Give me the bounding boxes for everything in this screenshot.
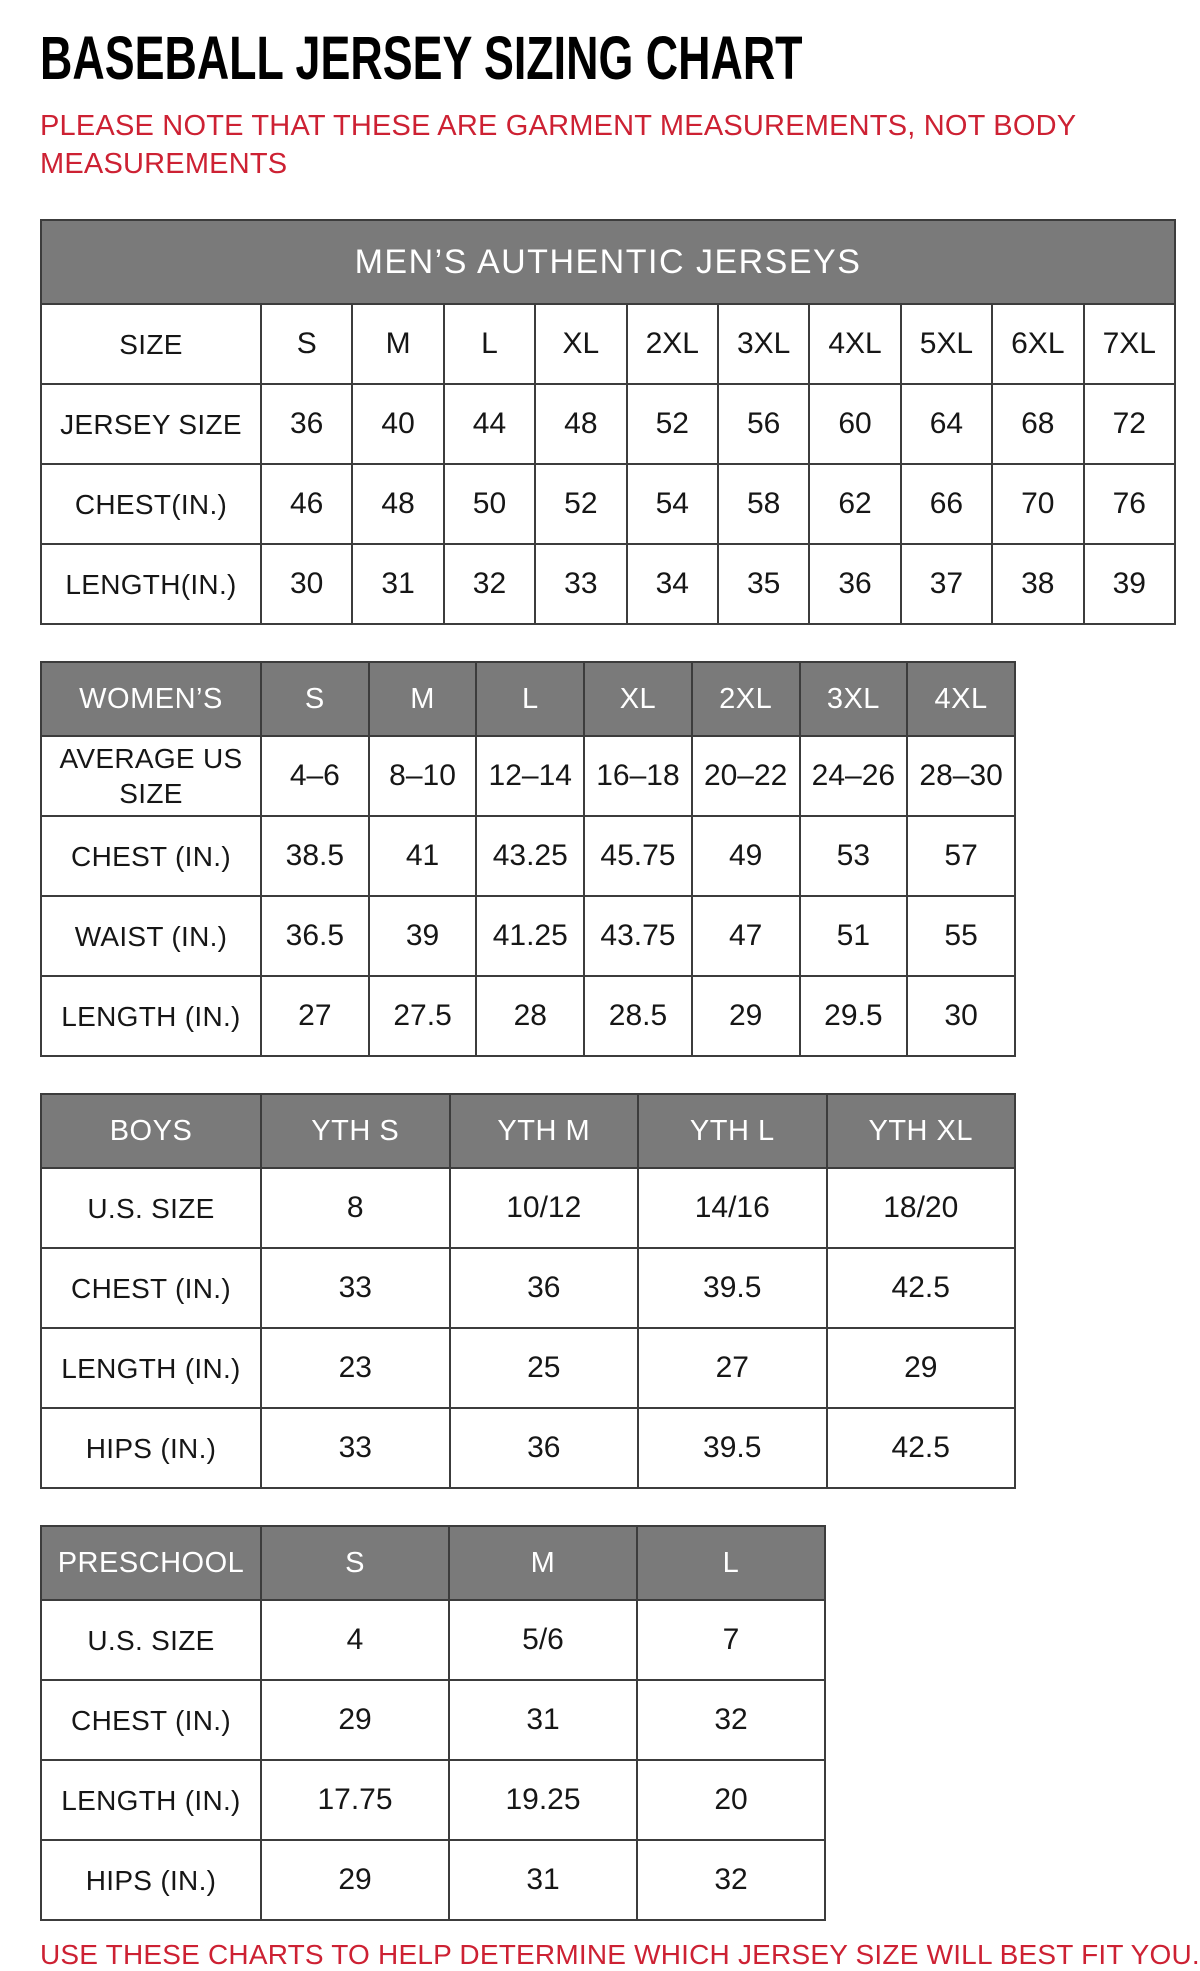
head-cell: XL: [584, 662, 692, 736]
value-cell: 47: [692, 896, 800, 976]
value-cell: L: [444, 304, 535, 384]
value-cell: 76: [1084, 464, 1175, 544]
head-cell: M: [449, 1526, 637, 1600]
table-row: [41, 304, 1175, 384]
label-cell: HIPS (IN.): [41, 1408, 261, 1488]
value-cell: 41: [369, 816, 477, 896]
head-cell: BOYS: [41, 1094, 261, 1168]
preschool-sizing-table: [40, 1525, 826, 1921]
value-cell: 52: [627, 384, 718, 464]
value-cell: 39: [369, 896, 477, 976]
value-cell: 57: [907, 816, 1015, 896]
value-cell: 45.75: [584, 816, 692, 896]
table-row: [41, 1248, 1015, 1328]
header-row: [41, 1094, 1015, 1168]
title-wrap: [40, 22, 1160, 98]
value-cell: 27: [261, 976, 369, 1056]
table-row: [41, 1600, 825, 1680]
value-cell: 42.5: [827, 1248, 1016, 1328]
value-cell: 41.25: [476, 896, 584, 976]
table-row: [41, 1840, 825, 1920]
value-cell: 4XL: [809, 304, 900, 384]
value-cell: 34: [627, 544, 718, 624]
value-cell: 12–14: [476, 736, 584, 816]
value-cell: 17.75: [261, 1760, 449, 1840]
value-cell: 35: [718, 544, 809, 624]
value-cell: 27: [638, 1328, 827, 1408]
value-cell: 64: [901, 384, 992, 464]
label-cell: LENGTH (IN.): [41, 976, 261, 1056]
head-cell: 3XL: [800, 662, 908, 736]
value-cell: 31: [449, 1840, 637, 1920]
head-cell: WOMEN’S: [41, 662, 261, 736]
value-cell: 40: [352, 384, 443, 464]
table-row: [41, 976, 1015, 1056]
head-cell: S: [261, 1526, 449, 1600]
value-cell: 32: [444, 544, 535, 624]
value-cell: 39.5: [638, 1248, 827, 1328]
header-row: [41, 1526, 825, 1600]
value-cell: 33: [535, 544, 626, 624]
value-cell: 18/20: [827, 1168, 1016, 1248]
value-cell: 36: [450, 1248, 639, 1328]
value-cell: 33: [261, 1248, 450, 1328]
value-cell: 72: [1084, 384, 1175, 464]
value-cell: 55: [907, 896, 1015, 976]
value-cell: 4: [261, 1600, 449, 1680]
value-cell: 32: [637, 1840, 825, 1920]
value-cell: 30: [907, 976, 1015, 1056]
value-cell: 44: [444, 384, 535, 464]
value-cell: 24–26: [800, 736, 908, 816]
value-cell: 20–22: [692, 736, 800, 816]
value-cell: 6XL: [992, 304, 1083, 384]
value-cell: 43.75: [584, 896, 692, 976]
table-row: [41, 464, 1175, 544]
value-cell: 29: [261, 1680, 449, 1760]
value-cell: 14/16: [638, 1168, 827, 1248]
label-cell: CHEST(IN.): [41, 464, 261, 544]
value-cell: 5XL: [901, 304, 992, 384]
label-cell: U.S. SIZE: [41, 1600, 261, 1680]
value-cell: 60: [809, 384, 900, 464]
value-cell: 49: [692, 816, 800, 896]
value-cell: 36.5: [261, 896, 369, 976]
value-cell: 4–6: [261, 736, 369, 816]
value-cell: XL: [535, 304, 626, 384]
banner-row: [41, 220, 1175, 304]
value-cell: 54: [627, 464, 718, 544]
label-cell: LENGTH (IN.): [41, 1760, 261, 1840]
label-cell: CHEST (IN.): [41, 816, 261, 896]
label-cell: U.S. SIZE: [41, 1168, 261, 1248]
value-cell: S: [261, 304, 352, 384]
value-cell: 50: [444, 464, 535, 544]
value-cell: 33: [261, 1408, 450, 1488]
table-row: [41, 1168, 1015, 1248]
table-row: [41, 1760, 825, 1840]
value-cell: 8: [261, 1168, 450, 1248]
head-cell: YTH M: [450, 1094, 639, 1168]
value-cell: 36: [809, 544, 900, 624]
value-cell: 58: [718, 464, 809, 544]
value-cell: 29.5: [800, 976, 908, 1056]
value-cell: 20: [637, 1760, 825, 1840]
value-cell: 39: [1084, 544, 1175, 624]
value-cell: 3XL: [718, 304, 809, 384]
value-cell: 42.5: [827, 1408, 1016, 1488]
value-cell: 28: [476, 976, 584, 1056]
value-cell: 10/12: [450, 1168, 639, 1248]
value-cell: M: [352, 304, 443, 384]
table-row: [41, 1328, 1015, 1408]
label-cell: SIZE: [41, 304, 261, 384]
value-cell: 2XL: [627, 304, 718, 384]
value-cell: 30: [261, 544, 352, 624]
head-cell: M: [369, 662, 477, 736]
womens-sizing-table: [40, 661, 1016, 1057]
value-cell: 38.5: [261, 816, 369, 896]
table-row: [41, 384, 1175, 464]
head-cell: 2XL: [692, 662, 800, 736]
value-cell: 38: [992, 544, 1083, 624]
label-cell: LENGTH(IN.): [41, 544, 261, 624]
head-cell: L: [637, 1526, 825, 1600]
table-row: [41, 1408, 1015, 1488]
table-row: [41, 1680, 825, 1760]
table-row: [41, 736, 1015, 816]
value-cell: 66: [901, 464, 992, 544]
label-cell: HIPS (IN.): [41, 1840, 261, 1920]
value-cell: 48: [535, 384, 626, 464]
label-cell: LENGTH (IN.): [41, 1328, 261, 1408]
label-cell: CHEST (IN.): [41, 1248, 261, 1328]
value-cell: 36: [261, 384, 352, 464]
value-cell: 37: [901, 544, 992, 624]
header-row: [41, 662, 1015, 736]
label-cell: CHEST (IN.): [41, 1680, 261, 1760]
value-cell: 28.5: [584, 976, 692, 1056]
value-cell: 48: [352, 464, 443, 544]
label-cell: WAIST (IN.): [41, 896, 261, 976]
value-cell: 28–30: [907, 736, 1015, 816]
value-cell: 53: [800, 816, 908, 896]
value-cell: 29: [692, 976, 800, 1056]
table-banner: MEN’S AUTHENTIC JERSEYS: [41, 220, 1175, 304]
head-cell: YTH S: [261, 1094, 450, 1168]
label-cell: JERSEY SIZE: [41, 384, 261, 464]
head-cell: PRESCHOOL: [41, 1526, 261, 1600]
value-cell: 70: [992, 464, 1083, 544]
value-cell: 8–10: [369, 736, 477, 816]
value-cell: 62: [809, 464, 900, 544]
value-cell: 36: [450, 1408, 639, 1488]
value-cell: 46: [261, 464, 352, 544]
head-cell: S: [261, 662, 369, 736]
footer-note: USE THESE CHARTS TO HELP DETERMINE WHICH JERSEY SIZE WILL BEST FIT YOU.: [40, 1939, 1200, 1971]
garment-measurement-note: PLEASE NOTE THAT THESE ARE GARMENT MEASUREMENTS, NOT BODY MEASUREMENTS: [40, 110, 1076, 180]
value-cell: 52: [535, 464, 626, 544]
value-cell: 16–18: [584, 736, 692, 816]
value-cell: 31: [352, 544, 443, 624]
value-cell: 51: [800, 896, 908, 976]
value-cell: 7XL: [1084, 304, 1175, 384]
value-cell: 43.25: [476, 816, 584, 896]
value-cell: 25: [450, 1328, 639, 1408]
value-cell: 5/6: [449, 1600, 637, 1680]
value-cell: 19.25: [449, 1760, 637, 1840]
value-cell: 23: [261, 1328, 450, 1408]
value-cell: 32: [637, 1680, 825, 1760]
value-cell: 7: [637, 1600, 825, 1680]
value-cell: 29: [827, 1328, 1016, 1408]
head-cell: YTH L: [638, 1094, 827, 1168]
page-title: BASEBALL JERSEY SIZING CHART: [40, 23, 803, 93]
value-cell: 29: [261, 1840, 449, 1920]
boys-sizing-table: [40, 1093, 1016, 1489]
head-cell: L: [476, 662, 584, 736]
value-cell: 68: [992, 384, 1083, 464]
head-cell: YTH XL: [827, 1094, 1016, 1168]
table-row: [41, 896, 1015, 976]
value-cell: 39.5: [638, 1408, 827, 1488]
value-cell: 27.5: [369, 976, 477, 1056]
value-cell: 56: [718, 384, 809, 464]
table-row: [41, 544, 1175, 624]
mens-sizing-table: [40, 219, 1176, 625]
value-cell: 31: [449, 1680, 637, 1760]
head-cell: 4XL: [907, 662, 1015, 736]
table-row: [41, 816, 1015, 896]
label-cell: AVERAGE US SIZE: [41, 736, 261, 816]
